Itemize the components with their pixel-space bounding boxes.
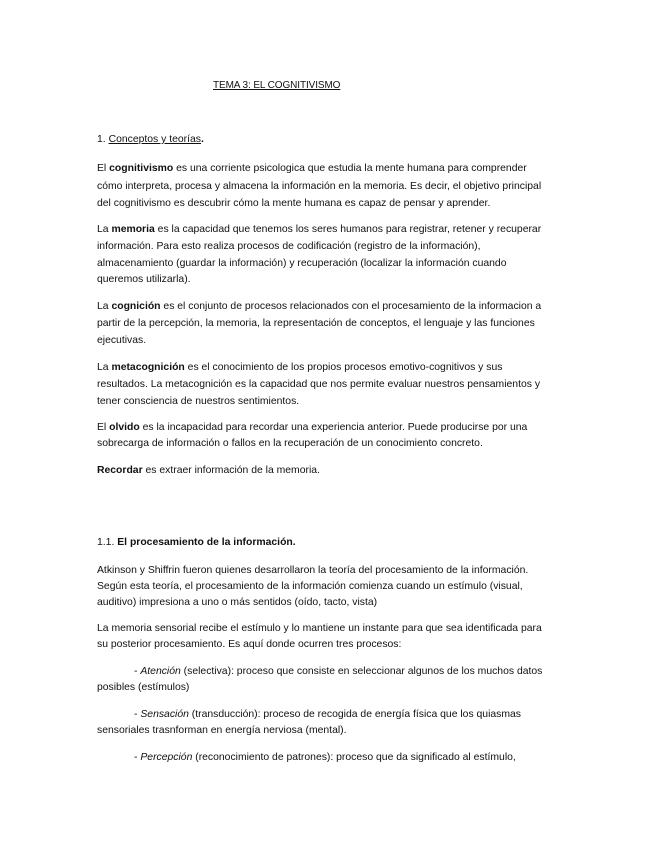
text-run: es la capacidad que tenemos los seres humanos para registrar, retener y recuperar xyxy=(154,224,542,235)
paragraph-line: del cognitivismo es descubrir cómo la mente humana es capaz de pensar y aprender. xyxy=(97,198,491,209)
paragraph-line: su posterior procesamiento. Es aquí donde ocurren tres procesos: xyxy=(97,639,402,650)
term-bold: olvido xyxy=(109,422,140,433)
paragraph-line xyxy=(97,223,541,236)
list-item xyxy=(134,751,516,764)
paragraph-line: almacenamiento (guardar la información) y recuperación (localizar la información cuando xyxy=(97,258,507,269)
paragraph-line: información. Para esto realiza procesos de codificación (registro de la información), xyxy=(97,241,481,252)
list-term: Sensación xyxy=(140,709,189,720)
paragraph-line: La memoria sensorial recibe el estímulo y lo mantiene un instante para que sea identificada para xyxy=(97,623,542,634)
list-term: Atención xyxy=(140,666,181,677)
page-title: TEMA 3: EL COGNITIVISMO xyxy=(213,80,341,91)
text-run: La xyxy=(97,224,112,235)
list-item-continuation: posibles (estímulos) xyxy=(97,682,190,693)
text-run: es una corriente psicologica que estudia la mente humana para comprender xyxy=(173,163,527,174)
term-bold: metacognición xyxy=(111,362,185,373)
text-run: El xyxy=(97,163,110,174)
text-run: (selectiva): proceso que consiste en seleccionar algunos de los muchos datos xyxy=(180,666,543,677)
paragraph-line: resultados. La metacognición es la capacidad que nos permite evaluar nuestros pensamientos y xyxy=(97,379,541,390)
list-item xyxy=(134,665,542,678)
list-item xyxy=(134,708,521,721)
list-dash: - xyxy=(134,752,141,763)
text-run: es la incapacidad para recordar una experiencia anterior. Puede producirse por una xyxy=(139,422,528,433)
paragraph-line: tener consciencia de nuestros sentimientos. xyxy=(97,396,300,407)
term-bold: cognitivismo xyxy=(109,163,174,174)
text-run: es el conocimiento de los propios procesos emotivo-cognitivos y sus xyxy=(184,362,503,373)
list-term: Percepción xyxy=(140,752,193,763)
text-run: es extraer información de la memoria. xyxy=(142,465,320,476)
section-heading-1 xyxy=(97,133,204,146)
paragraph-line: Según esta teoría, el procesamiento de la información comienza cuando un estímulo (visual, xyxy=(97,581,523,592)
paragraph-line: partir de la percepción, la memoria, la representación de conceptos, el lenguaje y las funciones xyxy=(97,318,535,329)
paragraph-line xyxy=(97,421,527,434)
text-run: La xyxy=(97,301,112,312)
paragraph-line xyxy=(97,361,502,374)
paragraph-line xyxy=(97,300,541,313)
term-bold: Recordar xyxy=(97,465,143,476)
paragraph-line xyxy=(97,464,320,477)
text-run: La xyxy=(97,362,112,373)
section-number: 1.1. xyxy=(97,537,115,548)
section-number: 1. xyxy=(97,134,106,145)
paragraph-line: Atkinson y Shiffrin fueron quienes desarrollaron la teoría del procesamiento de la información. xyxy=(97,565,529,576)
section-heading-1-1 xyxy=(97,536,296,549)
list-dash: - xyxy=(134,709,141,720)
list-dash: - xyxy=(134,666,141,677)
paragraph-line: auditivo) impresiona a uno o más sentidos (oído, tacto, vista) xyxy=(97,597,378,608)
text-run: El xyxy=(97,422,110,433)
paragraph-line: sobrecarga de información o fallos en la recuperación de un conocimiento concreto. xyxy=(97,438,483,449)
text-run: (transducción): proceso de recogida de energía física que los quiasmas xyxy=(188,709,522,720)
section-title-dot: . xyxy=(200,134,204,145)
list-item-continuation: sensoriales trasnforman en energía nerviosa (mental). xyxy=(97,725,347,736)
text-run: (reconocimiento de patrones): proceso que da significado al estímulo, xyxy=(192,752,516,763)
term-bold: memoria xyxy=(111,224,155,235)
term-bold: cognición xyxy=(111,301,161,312)
section-title: El procesamiento de la información. xyxy=(117,537,296,548)
paragraph-line: cómo interpreta, procesa y almacena la información en la memoria. Es decir, el objetivo principal xyxy=(97,181,542,192)
paragraph-line xyxy=(97,162,527,175)
text-run: es el conjunto de procesos relacionados con el procesamiento de la informacion a xyxy=(160,301,542,312)
section-title: Conceptos y teorías xyxy=(108,134,201,145)
paragraph-line: ejecutivas. xyxy=(97,335,147,346)
paragraph-line: queremos utilizarla). xyxy=(97,274,191,285)
